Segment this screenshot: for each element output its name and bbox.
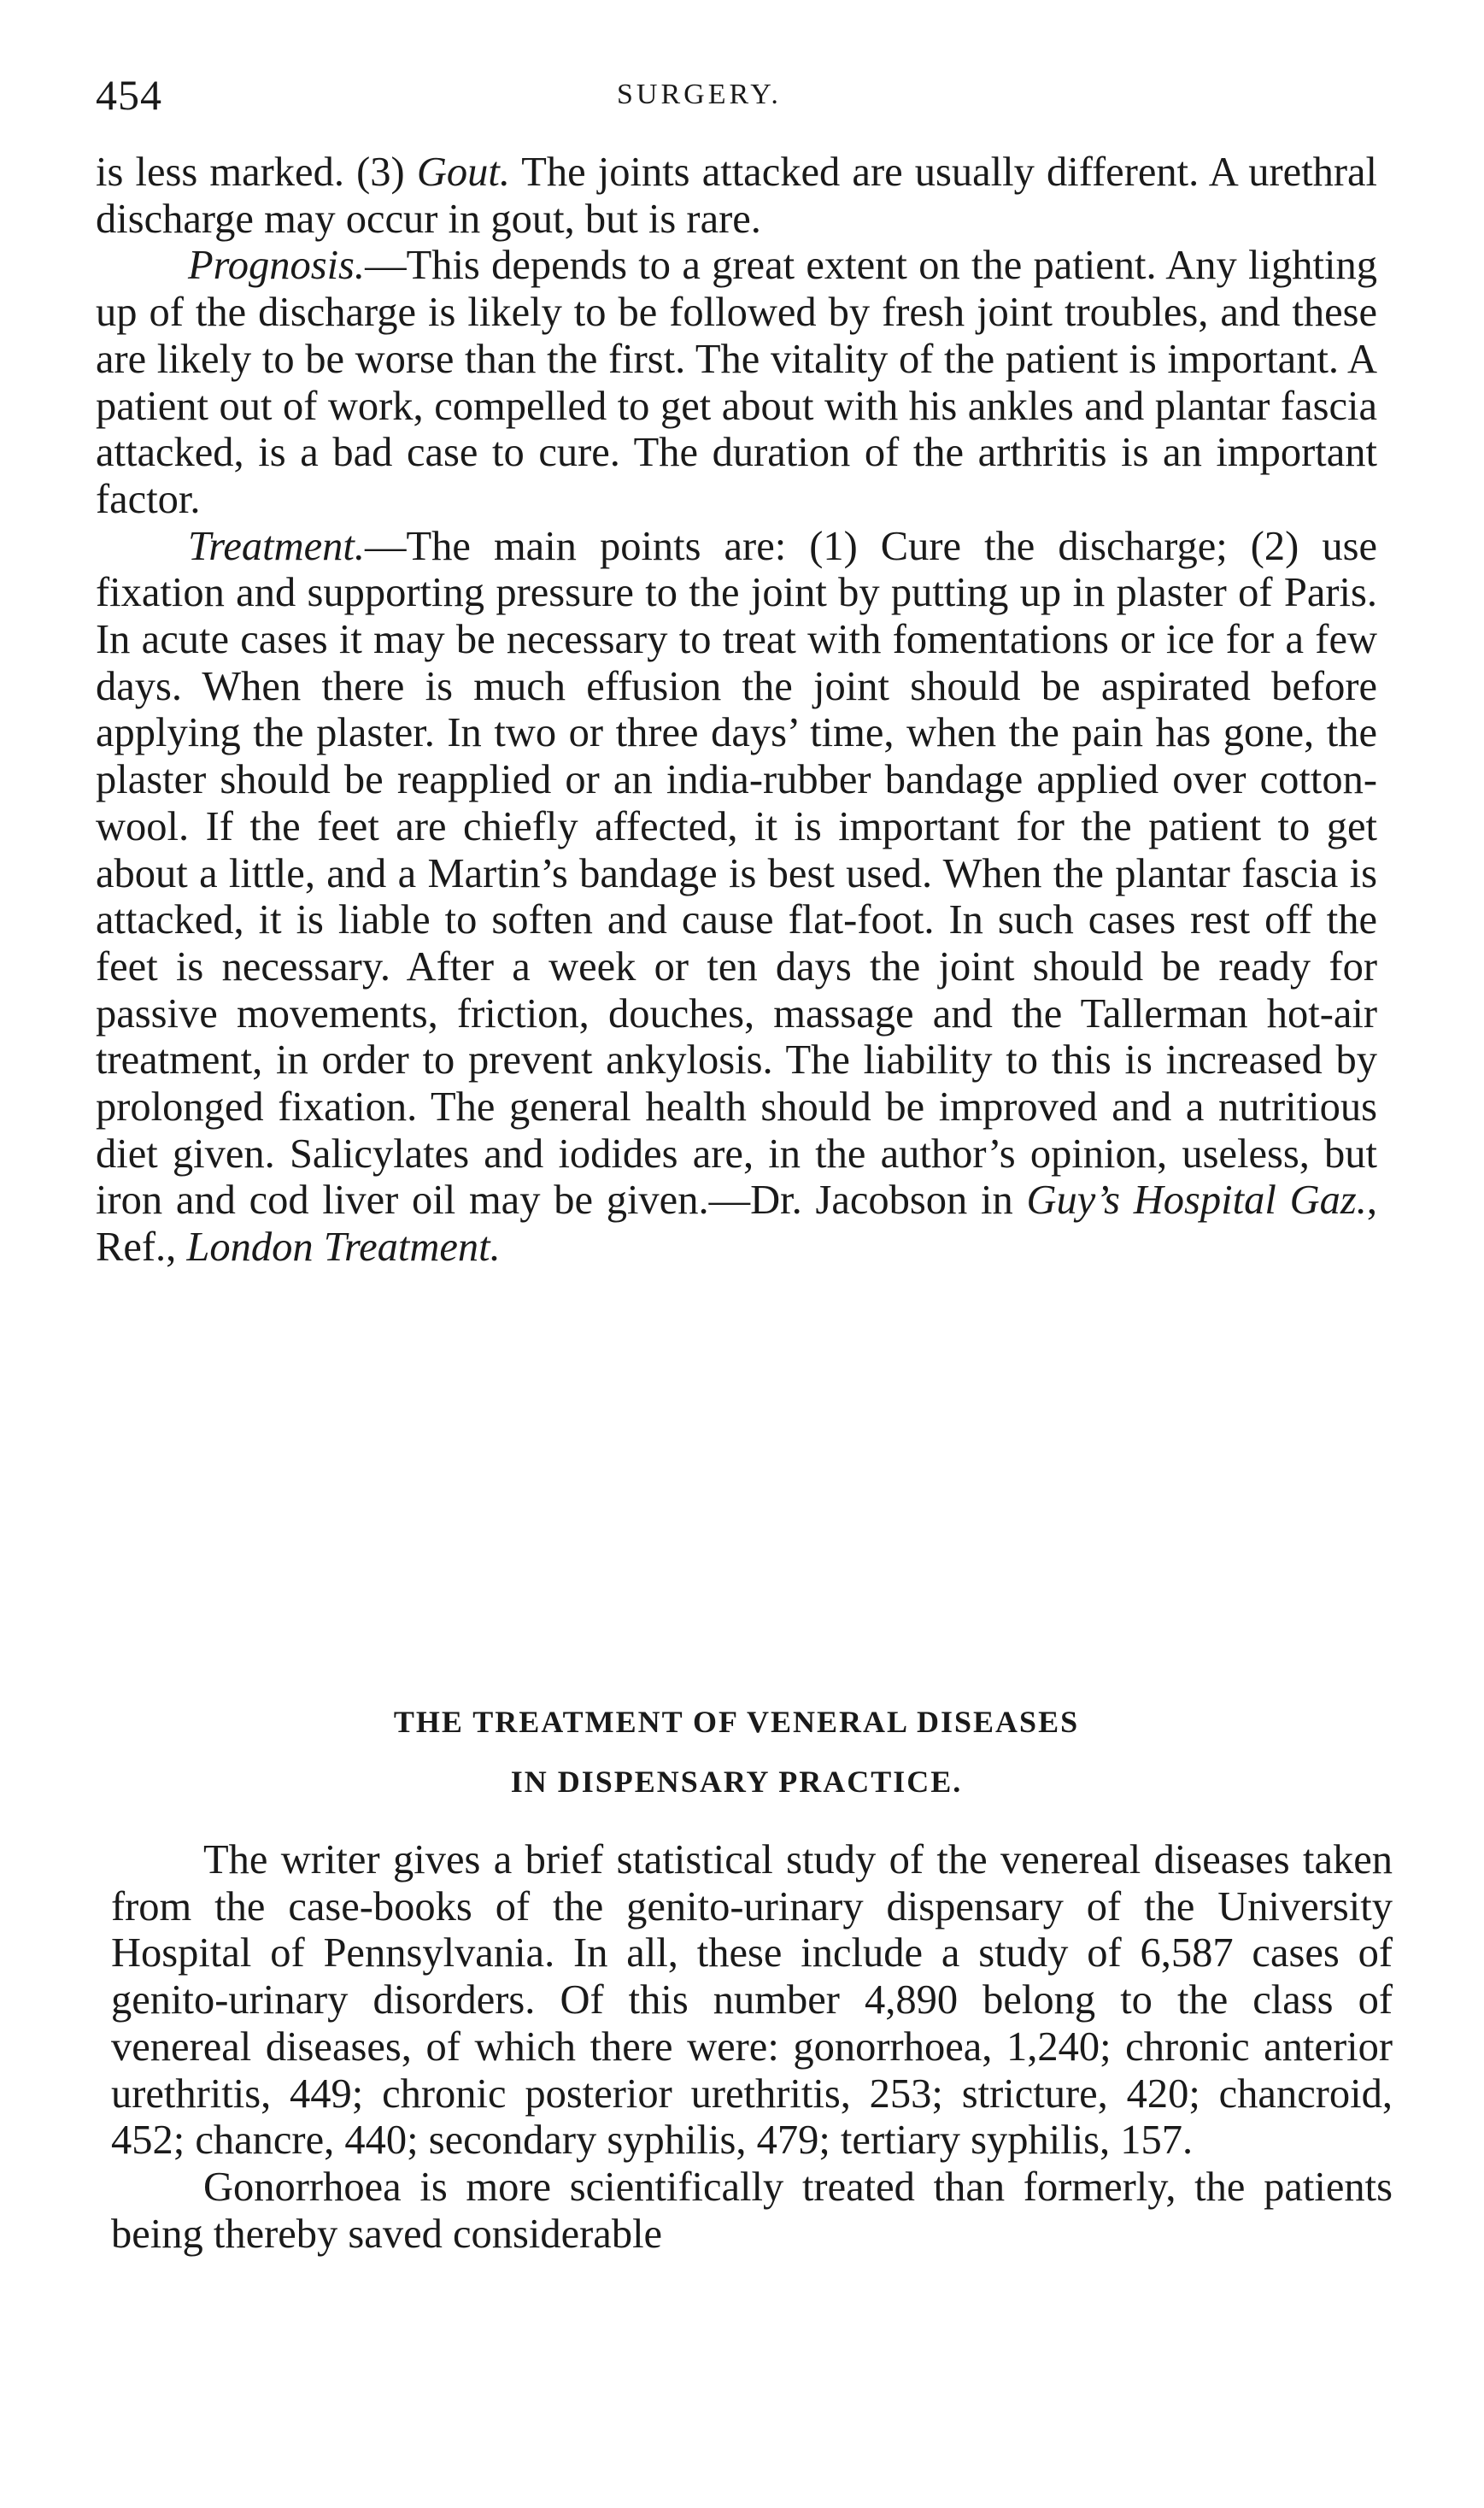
page-number: 454 xyxy=(96,71,162,119)
paragraph-treatment xyxy=(96,524,1377,1272)
paragraph-prognosis xyxy=(96,243,1377,523)
gout-label: Gout. xyxy=(416,150,510,195)
section-venereal-text xyxy=(111,1837,1393,2258)
section-heading xyxy=(96,1692,1377,1812)
source-london-treatment: London Treatment. xyxy=(186,1225,501,1271)
prognosis-label: Prognosis. xyxy=(188,243,366,289)
running-head: SURGERY. xyxy=(617,79,782,110)
paragraph-statistics: The writer gives a brief statistical study of the venereal diseases taken from the case-books of the genito-urinary dispensary of the University Hospital of Pennsylvania. In all, these include a study of 6,587 cases of genito-urinary disorders. Of this number 4,890 belong to the class of venereal diseases, of which there were: gonorrhoea, 1,240; chronic anterior urethritis, 449; chronic posterior urethritis, 253; stricture, 420; chancroid, 452; chancre, 440; secondary syphilis, 479; tertiary syphilis, 157. xyxy=(111,1837,1393,2164)
paragraph-gout-text-b: The joints attacked are usually different. A urethral discharge may occur in gout, but is rare. xyxy=(96,150,1377,242)
source-separator: , Ref., xyxy=(96,1178,1377,1271)
treatment-label: Treatment. xyxy=(188,523,366,569)
source-guys-hospital: Guy’s Hospital Gaz. xyxy=(1026,1178,1367,1224)
section-heading-line-2: IN DISPENSARY PRACTICE. xyxy=(510,1765,963,1799)
treatment-text: —The main points are: (1) Cure the discharge; (2) use fixation and supporting pressure to the joint by putting up in plaster of Paris. In acute cases it may be necessary to treat with fomentations or ice for a few days. When there is much effusion the joint should be aspirated before applying the plaster. In two or three days’ time, when the pain has gone, the plaster should be reapplied or an india-rubber bandage applied over cotton-wool. If the feet are chiefly affected, it is important for the patient to get about a little, and a Martin’s bandage is best used. When the plantar fascia is attacked, it is liable to soften and cause flat-foot. In such cases rest off the feet is necessary. After a week or ten days the joint should be ready for passive movements, friction, douches, massage and the Tallerman hot-air treatment, in order to prevent ankylosis. The liability to this is increased by prolonged fixation. The general health should be improved and a nutritious diet given. Salicylates and iodides are, in the author’s opinion, useless, but iron and cod liver oil may be given.—Dr. Jacobson in xyxy=(96,523,1377,1224)
paragraph-gout-text-a: is less marked. (3) xyxy=(96,150,417,195)
prognosis-text: —This depends to a great extent on the patient. Any lighting up of the discharge is likely to be followed by fresh joint troubles, and these are likely to be worse than the first. The vitality of the patient is important. A patient out of work, compelled to get about with his ankles and plantar fascia attacked, is a bad case to cure. The duration of the arthritis is an important factor. xyxy=(96,243,1377,522)
page-header xyxy=(96,70,1377,130)
section-arthritis-text xyxy=(96,150,1377,1272)
paragraph-gout xyxy=(96,150,1377,243)
paragraph-gonorrhoea: Gonorrhoea is more scientifically treated than formerly, the patients being thereby saved considerable xyxy=(111,2164,1393,2257)
section-heading-line-1: THE TREATMENT OF VENERAL DISEASES xyxy=(393,1705,1080,1739)
